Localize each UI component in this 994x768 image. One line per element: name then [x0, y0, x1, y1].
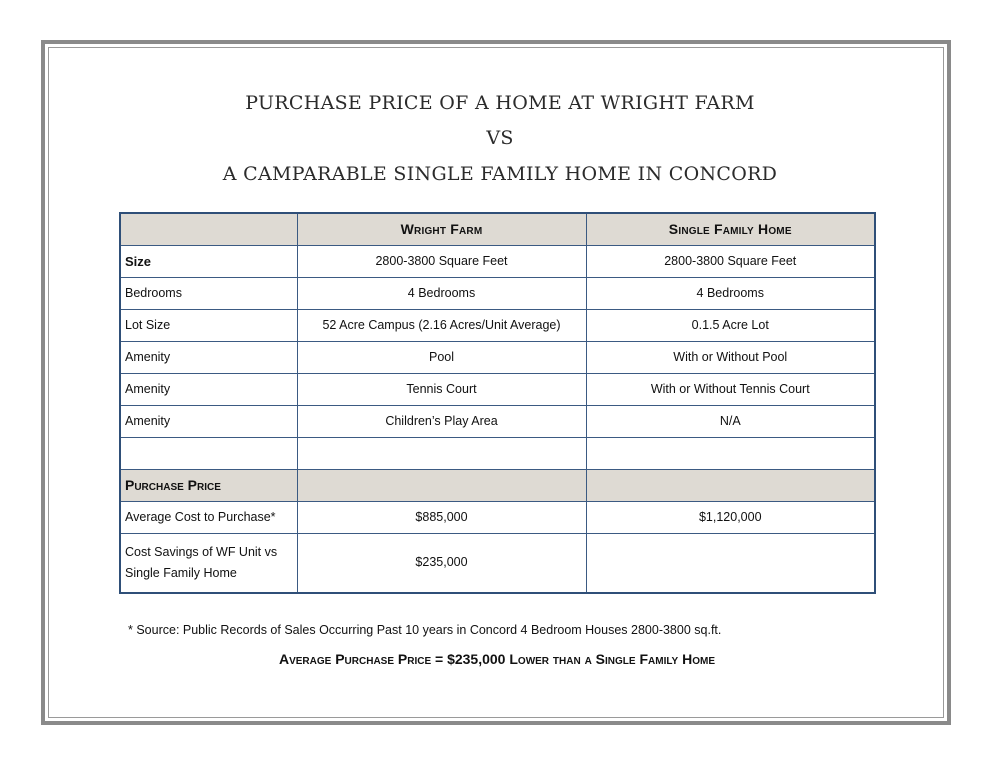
- table-row-empty: [120, 437, 875, 469]
- single-family-value: 2800-3800 Square Feet: [586, 245, 875, 277]
- section-row-purchase-price: [120, 469, 875, 501]
- single-family-price: $1,120,000: [586, 501, 875, 533]
- empty-cell: [120, 437, 297, 469]
- title-line-1: PURCHASE PRICE OF A HOME AT WRIGHT FARM: [245, 92, 755, 114]
- table-row: [120, 309, 875, 341]
- row-label: Lot Size: [120, 309, 297, 341]
- table-header-row: [120, 213, 875, 245]
- header-single-family-home: Single Family Home: [586, 213, 875, 245]
- cost-savings-value: $235,000: [297, 533, 586, 593]
- header-cell-blank: [120, 213, 297, 245]
- single-family-value: With or Without Pool: [586, 341, 875, 373]
- row-label: Amenity: [120, 373, 297, 405]
- row-label: Average Cost to Purchase*: [120, 501, 297, 533]
- title-line-2: VS: [486, 127, 514, 149]
- single-family-savings-value: [586, 533, 875, 593]
- row-label: Cost Savings of WF Unit vs Single Family Home: [120, 533, 297, 593]
- wright-farm-value: Pool: [297, 341, 586, 373]
- table-row: [120, 373, 875, 405]
- table-row: [120, 405, 875, 437]
- wright-farm-value: Tennis Court: [297, 373, 586, 405]
- wright-farm-value: 2800-3800 Square Feet: [297, 245, 586, 277]
- row-label: Amenity: [120, 341, 297, 373]
- table-row: [120, 277, 875, 309]
- wright-farm-price: $885,000: [297, 501, 586, 533]
- row-label: Bedrooms: [120, 277, 297, 309]
- header-wright-farm: Wright Farm: [297, 213, 586, 245]
- single-family-value: N/A: [586, 405, 875, 437]
- table-row: [120, 533, 875, 593]
- empty-cell: [297, 437, 586, 469]
- single-family-value: 4 Bedrooms: [586, 277, 875, 309]
- single-family-value: With or Without Tennis Court: [586, 373, 875, 405]
- section-blank-cell: [297, 469, 586, 501]
- wright-farm-value: 4 Bedrooms: [297, 277, 586, 309]
- section-blank-cell: [586, 469, 875, 501]
- table-row: [120, 341, 875, 373]
- table-row: [120, 501, 875, 533]
- source-footnote: * Source: Public Records of Sales Occurring Past 10 years in Concord 4 Bedroom Houses 2800-3800 sq.ft.: [128, 623, 722, 637]
- single-family-value: 0.1.5 Acre Lot: [586, 309, 875, 341]
- comparison-table: [119, 212, 876, 594]
- row-label: Amenity: [120, 405, 297, 437]
- table-row: [120, 245, 875, 277]
- row-label: Size: [120, 245, 297, 277]
- wright-farm-value: 52 Acre Campus (2.16 Acres/Unit Average): [297, 309, 586, 341]
- summary-statement: Average Purchase Price = $235,000 Lower than a Single Family Home: [278, 651, 715, 667]
- title-line-3: A CAMPARABLE SINGLE FAMILY HOME IN CONCORD: [222, 163, 778, 185]
- empty-cell: [586, 437, 875, 469]
- section-label: Purchase Price: [120, 469, 297, 501]
- wright-farm-value: Children’s Play Area: [297, 405, 586, 437]
